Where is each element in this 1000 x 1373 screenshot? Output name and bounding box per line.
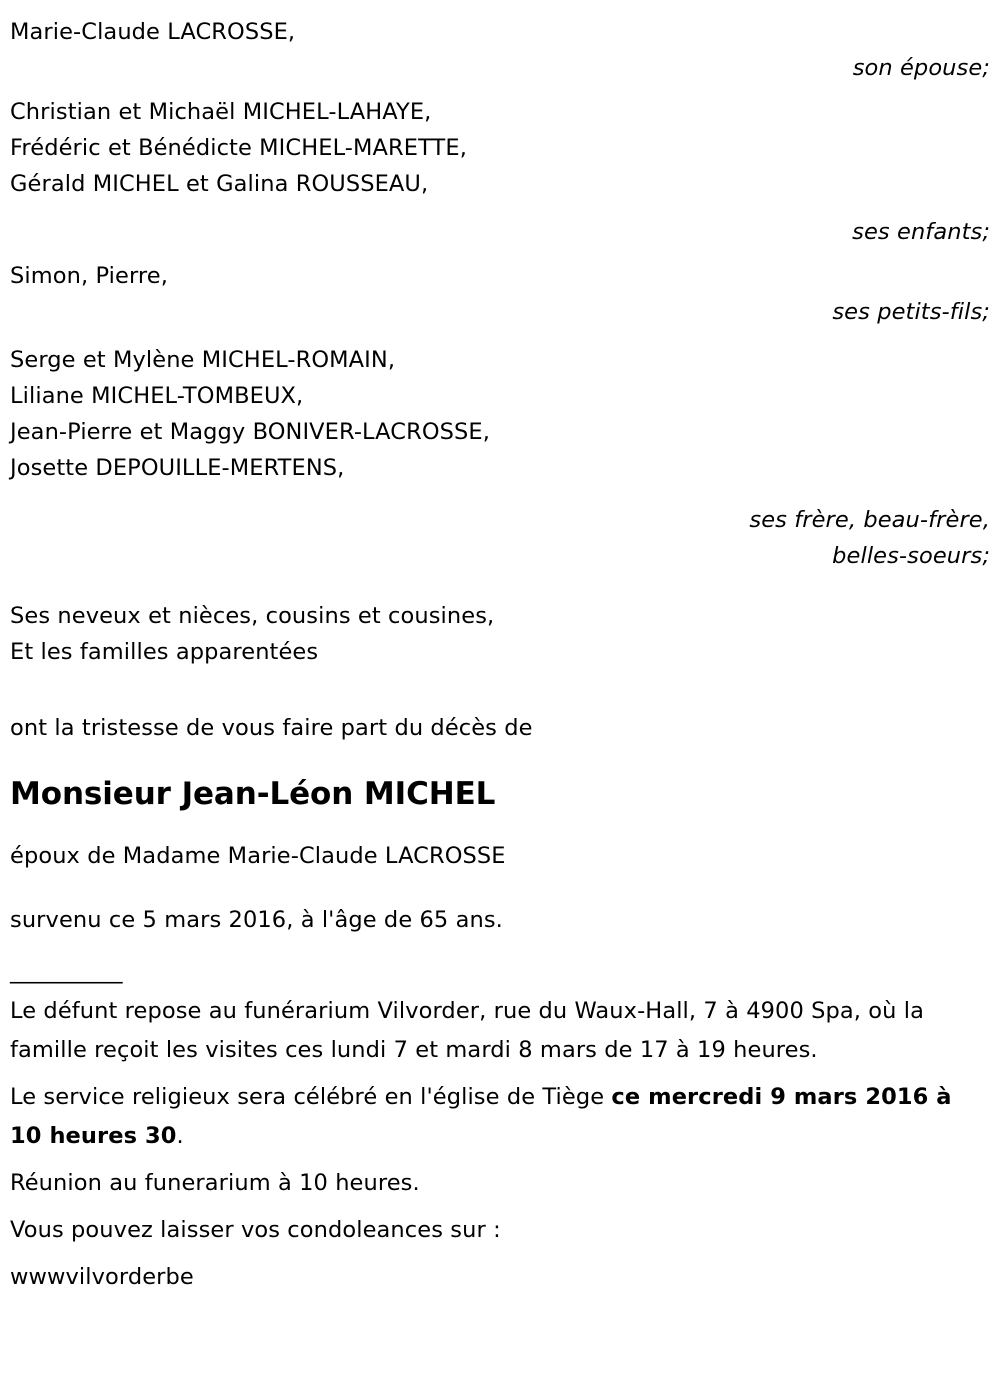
children-names	[10, 94, 990, 202]
grandchildren-names	[10, 258, 990, 294]
spacer	[10, 670, 990, 710]
spacer	[10, 250, 990, 258]
service-suffix: .	[176, 1123, 184, 1149]
spacer	[10, 202, 990, 214]
service-prefix: Le service religieux sera célébré en l'église de Tiège	[10, 1084, 612, 1110]
spacer	[10, 938, 990, 958]
relative-group-grandchildren	[10, 258, 990, 330]
relation-label-grandchildren: ses petits-fils;	[832, 299, 990, 325]
siblings-names	[10, 342, 990, 486]
relative-name: Liliane MICHEL-TOMBEUX,	[10, 383, 304, 409]
spacer	[10, 746, 990, 774]
spacer	[10, 486, 990, 502]
spacer	[10, 574, 990, 598]
relative-name: Simon, Pierre,	[10, 263, 168, 289]
spacer	[10, 1203, 990, 1211]
spacer	[10, 86, 990, 94]
spacer	[10, 330, 990, 342]
deceased-name: Monsieur Jean-Léon MICHEL	[10, 776, 496, 812]
relative-name: Marie-Claude LACROSSE,	[10, 19, 296, 45]
spacer	[10, 814, 990, 838]
extended-family-line: Ses neveux et nièces, cousins et cousines,	[10, 603, 495, 629]
relative-group-spouse	[10, 14, 990, 86]
relative-group-siblings	[10, 342, 990, 574]
spacer	[10, 984, 990, 992]
wake-paragraph: Le défunt repose au funérarium Vilvorder, rue du Waux-Hall, 7 à 4900 Spa, où la famille reçoit les visites ces lundi 7 et mardi 8 mars de 17 à 19 heures.	[10, 998, 925, 1063]
relative-name: Jean-Pierre et Maggy BONIVER-LACROSSE,	[10, 419, 490, 445]
spacer	[10, 874, 990, 902]
relation-label-siblings: ses frère, beau-frère, belles-soeurs;	[749, 507, 990, 569]
spacer	[10, 1156, 990, 1164]
spouse-names	[10, 14, 990, 50]
spouse-of-line: époux de Madame Marie-Claude LACROSSE	[10, 843, 506, 869]
service-paragraph	[10, 1078, 990, 1156]
relative-name: Frédéric et Bénédicte MICHEL-MARETTE,	[10, 135, 467, 161]
death-statement: survenu ce 5 mars 2016, à l'âge de 65 ans.	[10, 907, 503, 933]
relative-name: Serge et Mylène MICHEL-ROMAIN,	[10, 347, 396, 373]
condolences-url[interactable]: wwwvilvorderbe	[10, 1264, 194, 1290]
relative-group-children	[10, 94, 990, 250]
gathering-line: Réunion au funerarium à 10 heures.	[10, 1170, 420, 1196]
announcement-intro: ont la tristesse de vous faire part du décès de	[10, 715, 533, 741]
condolences-label: Vous pouvez laisser vos condoleances sur :	[10, 1217, 501, 1243]
relation-label-children: ses enfants;	[852, 219, 990, 245]
relative-name: Christian et Michaël MICHEL-LAHAYE,	[10, 99, 432, 125]
spacer	[10, 1250, 990, 1258]
relative-name: Josette DEPOUILLE-MERTENS,	[10, 455, 345, 481]
service-emphasis: ce mercredi 9 mars 2016 à 10 heures 30	[10, 1084, 952, 1149]
extended-family-line: Et les familles apparentées	[10, 639, 319, 665]
relation-wrap-siblings	[10, 502, 990, 574]
spacer	[10, 1070, 990, 1078]
relative-name: Gérald MICHEL et Galina ROUSSEAU,	[10, 171, 429, 197]
section-separator: __________	[10, 958, 123, 984]
extended-family-block	[10, 598, 990, 670]
relation-label-spouse: son épouse;	[852, 55, 990, 81]
